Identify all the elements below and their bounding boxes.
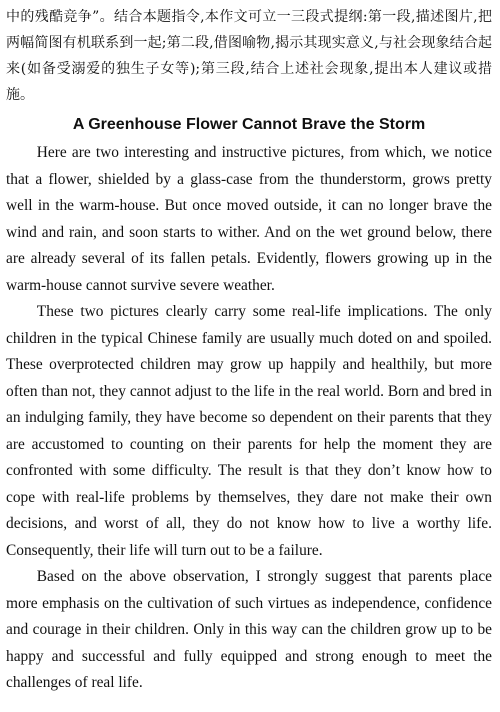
essay-paragraph-3: Based on the above observation, I strongly suggest that parents place more emphasis on the cultivation of such virtues as independence, confidence and courage in their children. Only in this way can the children grow up to be happy and successful and fully equipped and strong enough to meet the challenges of real life. — [6, 568, 492, 691]
essay-paragraph-2: These two pictures clearly carry some real-life implications. The only children in the typical Chinese family are usually much doted on and spoiled. These overprotected children may grow up happily and healthily, but more often than not, they cannot adjust to the life in the real world. Born and bred in an indulging family, they have become so dependent on their parents that they are accustomed to counting on their parents for help the moment they are confronted with some difficulty. The result is that they don’t know how to cope with real-life problems by themselves, they dare not make their own decisions, and worst of all, they do not know how to live a worthy life. Consequently, their life will turn out to be a failure. — [6, 303, 492, 559]
document-page — [6, 4, 492, 697]
intro-paragraph-chinese: 中的残酷竞争”。结合本题指令,本作文可立一三段式提纲:第一段,描述图片,把两幅简图有机联系到一起;第二段,借图喻物,揭示其现实意义,与社会现象结合起来(如备受溺爱的独生子女等);第三段,结合上述社会现象,提出本人建议或措施。 — [6, 9, 492, 103]
essay-paragraph-1: Here are two interesting and instructive pictures, from which, we notice that a flower, shielded by a glass-case from the thunderstorm, grows pretty well in the warm-house. But once moved outside, it can no longer brave the wind and rain, and soon starts to wither. And on the wet ground below, there are already several of its fallen petals. Evidently, flowers growing up in the warm-house cannot survive severe weather. — [6, 144, 492, 294]
essay-title: A Greenhouse Flower Cannot Brave the Storm — [72, 116, 426, 133]
